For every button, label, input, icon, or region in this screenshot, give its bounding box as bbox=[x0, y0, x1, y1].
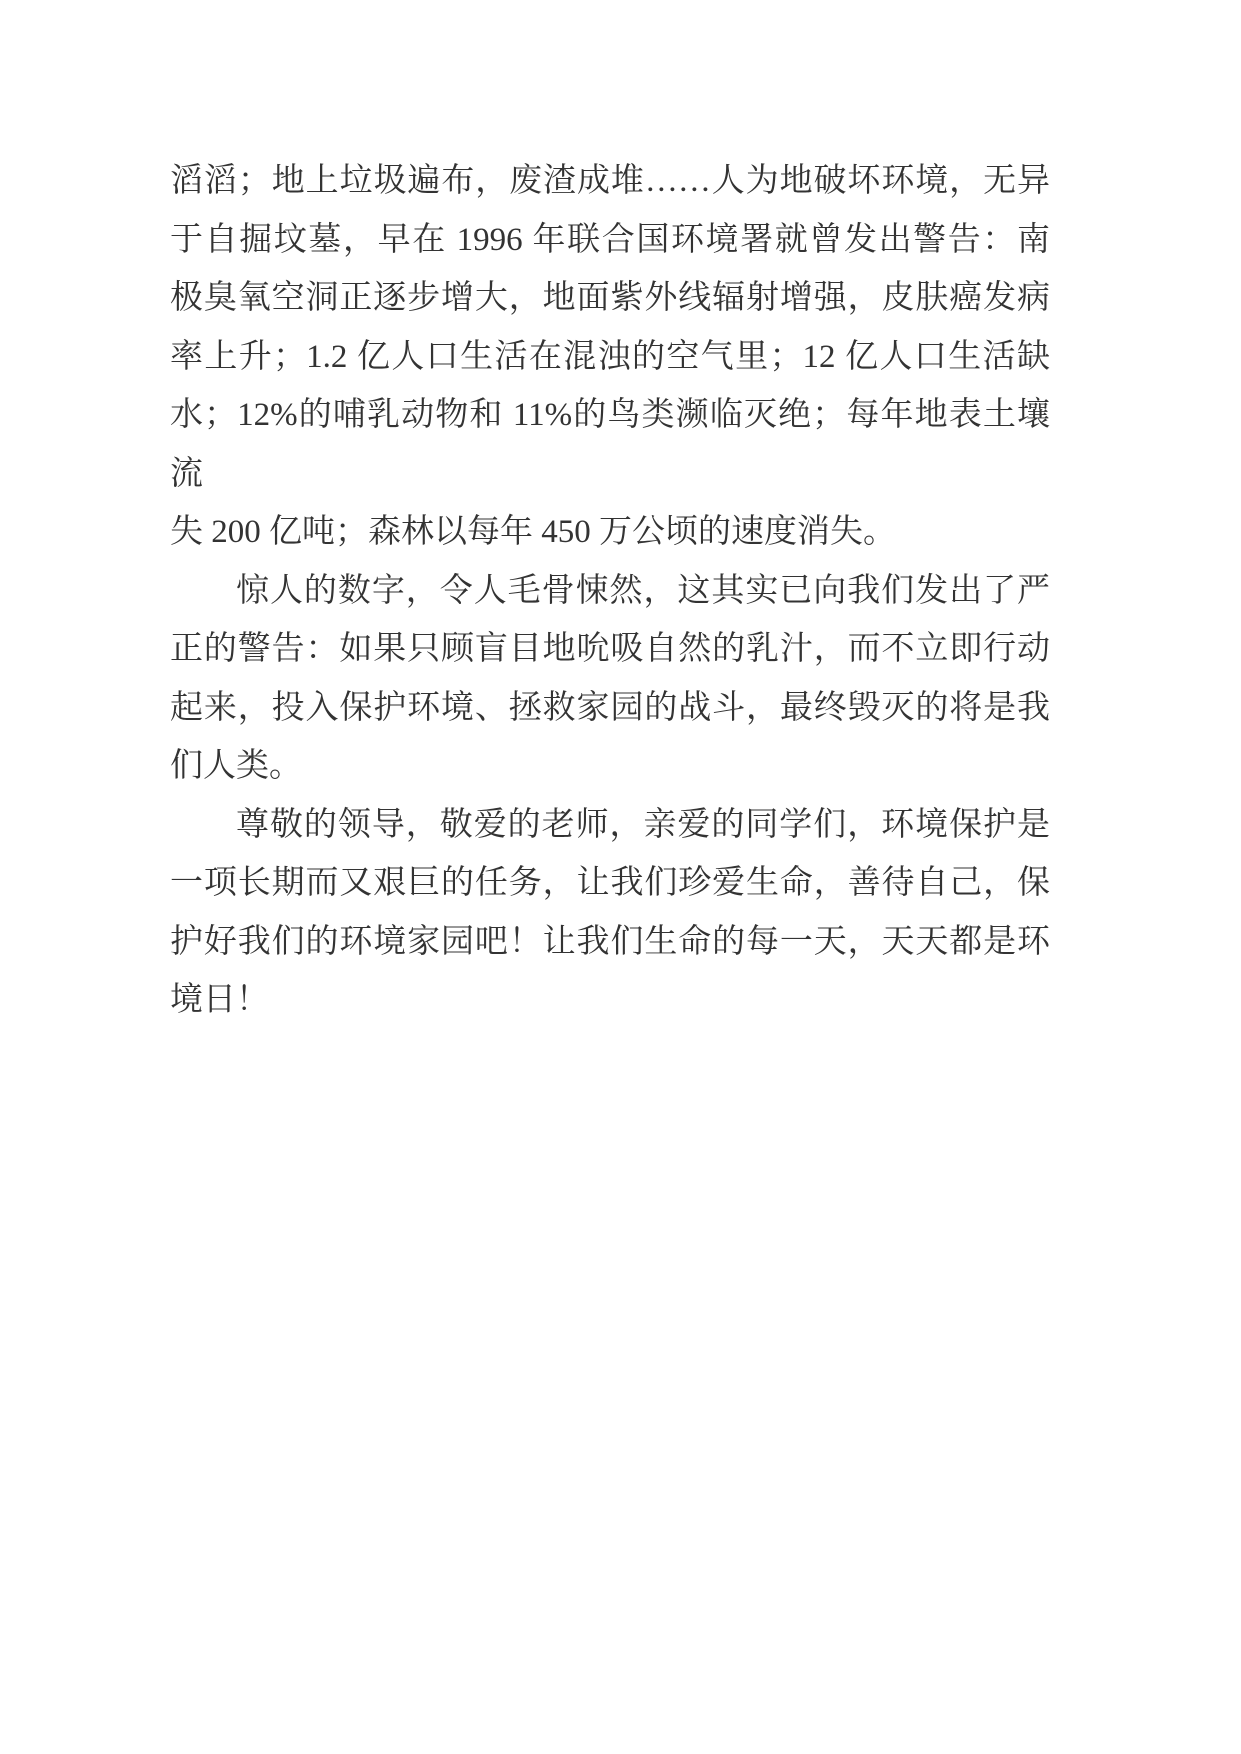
text-line: 境日！ bbox=[170, 982, 269, 1018]
text-line: 正的警告：如果只顾盲目地吮吸自然的乳汁，而不立即行动 bbox=[170, 631, 1050, 667]
text-line: 一项长期而又艰巨的任务，让我们珍爱生命，善待自己，保 bbox=[170, 865, 1050, 901]
paragraph bbox=[170, 152, 1050, 562]
document-body bbox=[170, 152, 1050, 1030]
text-line: 水；12%的哺乳动物和 11%的鸟类濒临灭绝；每年地表土壤流 bbox=[170, 397, 1050, 492]
text-line: 起来，投入保护环境、拯救家园的战斗，最终毁灭的将是我 bbox=[170, 689, 1050, 726]
text-line: 惊人的数字，令人毛骨悚然，这其实已向我们发出了严 bbox=[236, 572, 1050, 609]
text-line: 们人类。 bbox=[170, 748, 302, 784]
text-line: 率上升；1.2 亿人口生活在混浊的空气里；12 亿人口生活缺 bbox=[170, 338, 1050, 375]
text-line: 于自掘坟墓，早在 1996 年联合国环境署就曾发出警告：南 bbox=[170, 221, 1050, 258]
paragraph bbox=[170, 562, 1050, 796]
text-line: 失 200 亿吨；森林以每年 450 万公顷的速度消失。 bbox=[170, 514, 896, 550]
text-line: 极臭氧空洞正逐步增大，地面紫外线辐射增强，皮肤癌发病 bbox=[170, 280, 1050, 316]
text-line: 尊敬的领导，敬爱的老师，亲爱的同学们，环境保护是 bbox=[236, 806, 1050, 843]
paragraph bbox=[170, 796, 1050, 1030]
text-line: 滔滔；地上垃圾遍布，废渣成堆……人为地破坏环境，无异 bbox=[170, 163, 1050, 199]
text-line: 护好我们的环境家园吧！让我们生命的每一天，天天都是环 bbox=[170, 923, 1050, 960]
